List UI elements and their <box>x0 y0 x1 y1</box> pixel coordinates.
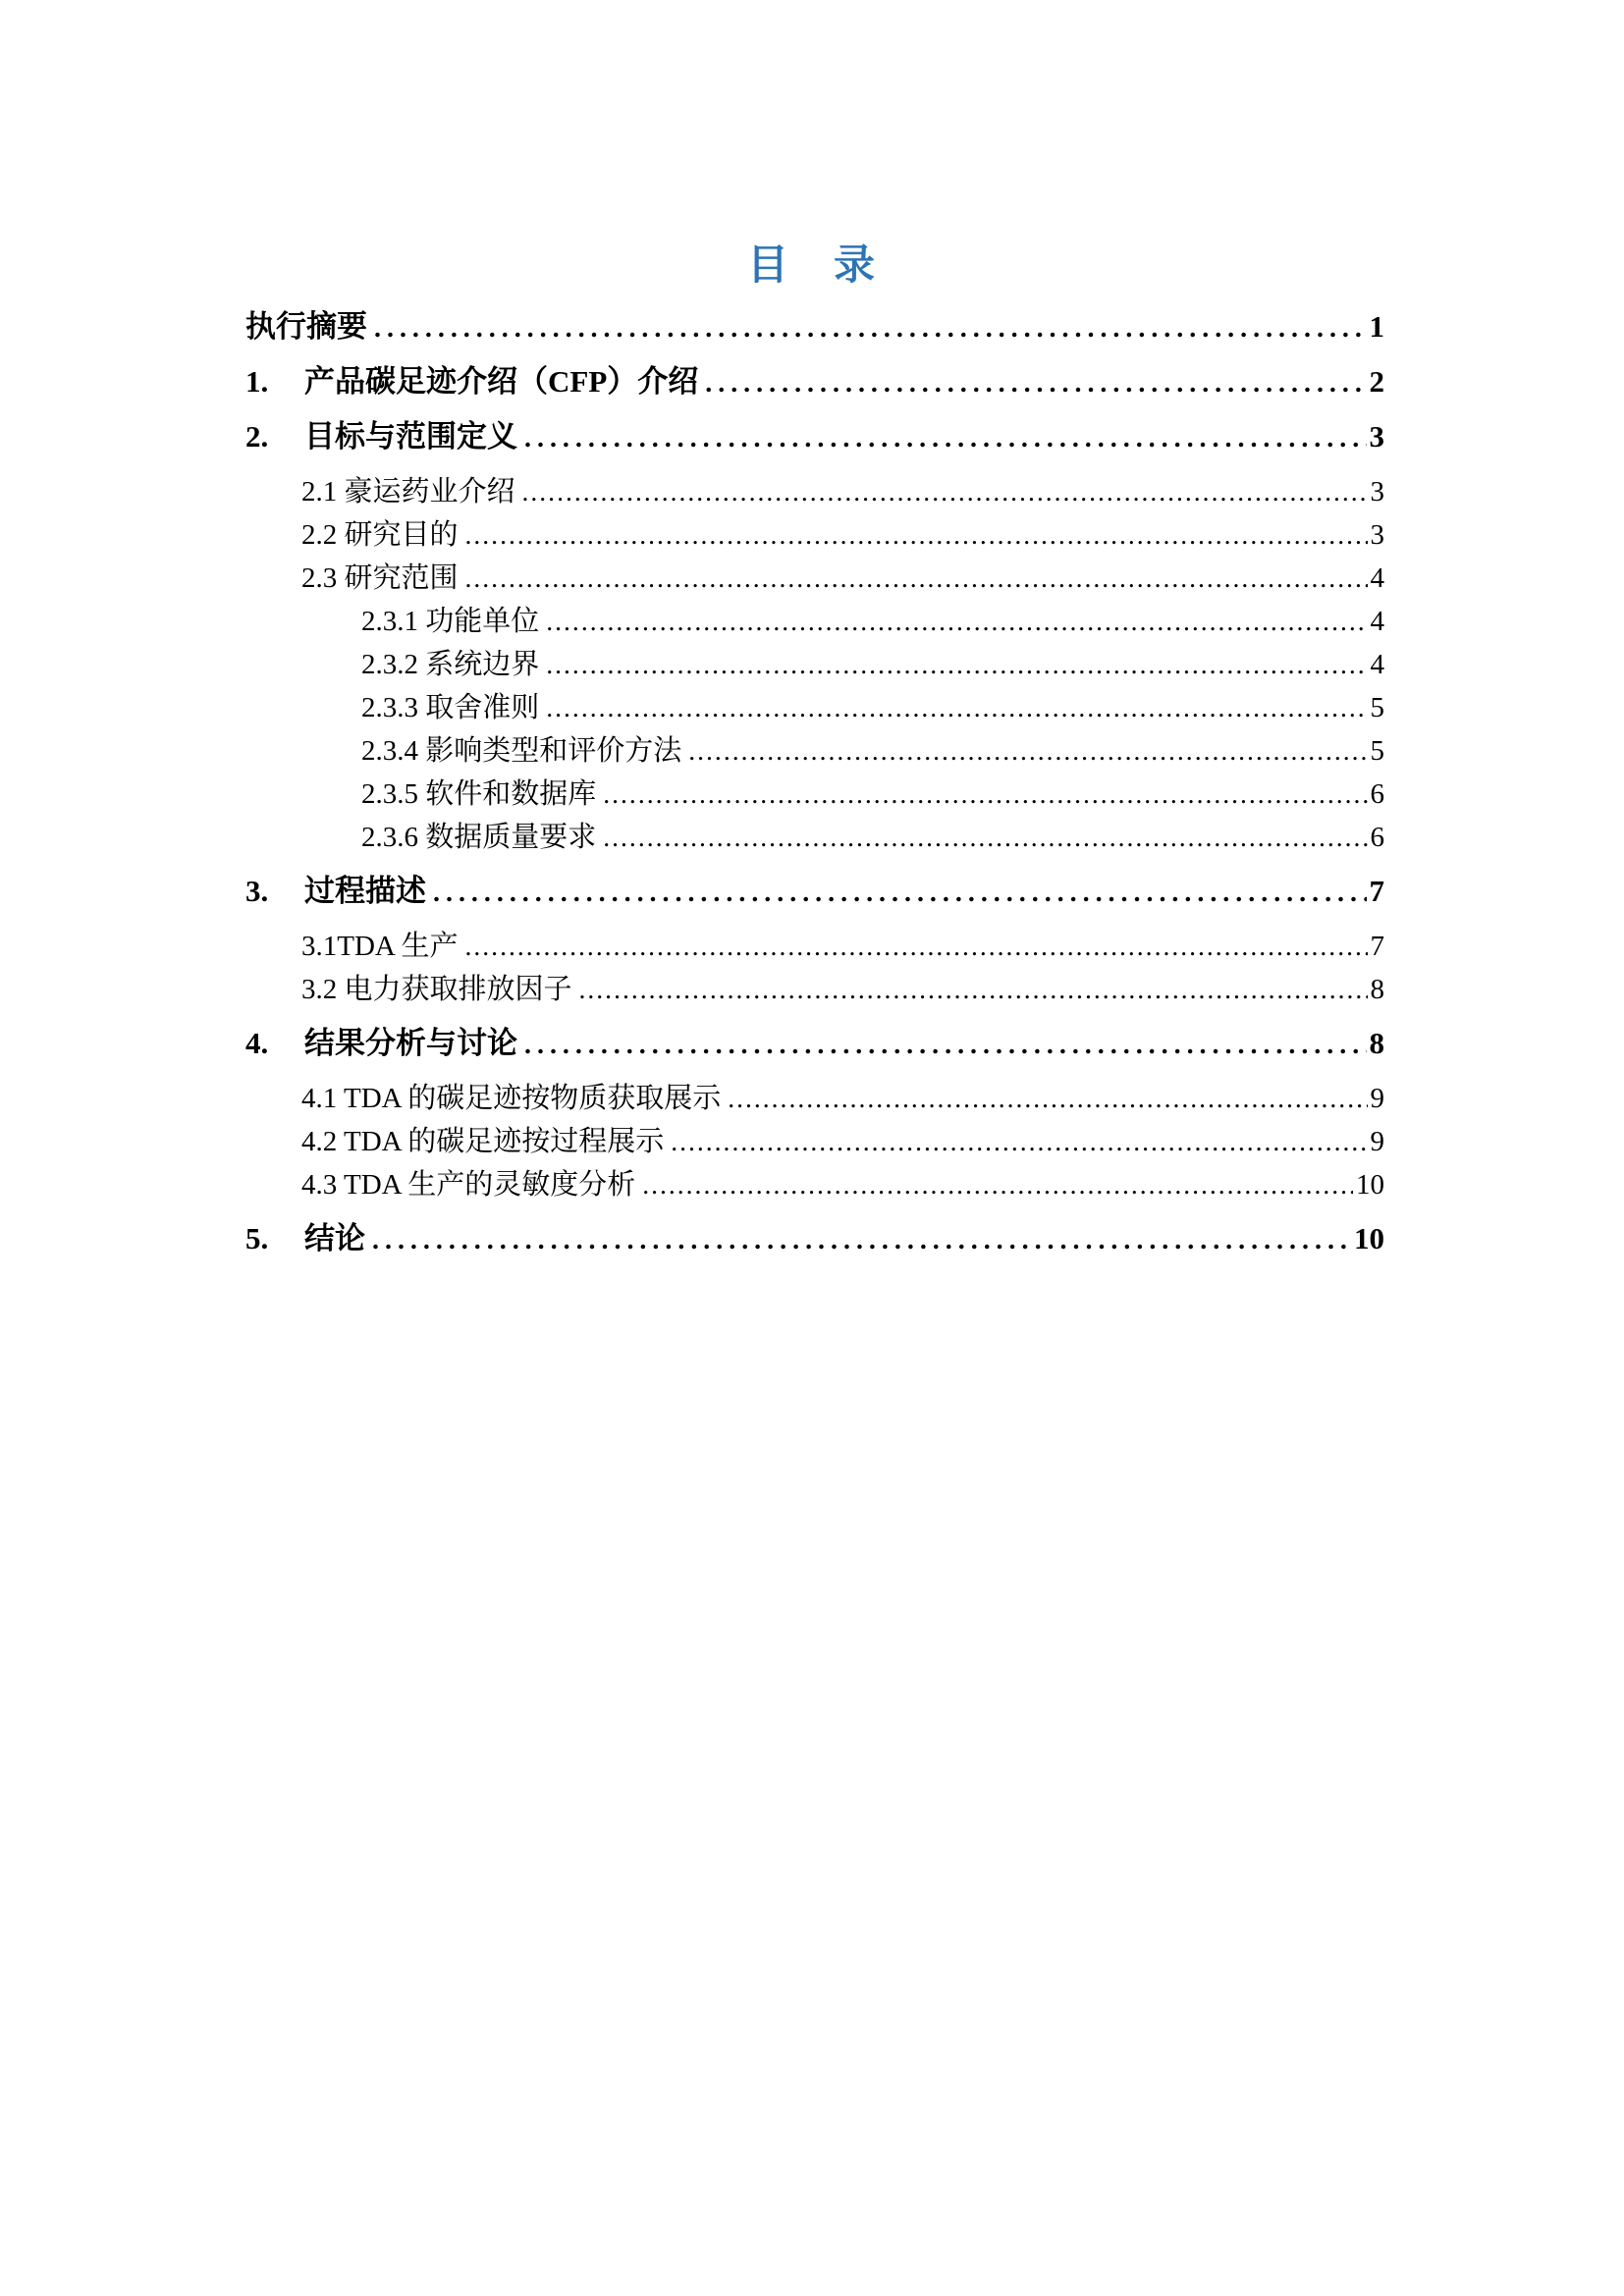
toc-leader-dots <box>374 305 1367 349</box>
toc-entry-page: 4 <box>1370 649 1384 680</box>
toc-entry-page: 6 <box>1370 822 1384 853</box>
toc-entry-page: 3 <box>1370 476 1384 507</box>
toc-entry[interactable] <box>245 470 1384 513</box>
toc-leader-dots <box>524 1022 1367 1066</box>
toc-entry[interactable] <box>245 1077 1384 1120</box>
toc-leader-dots <box>579 968 1368 1011</box>
toc-entry-label: 3.1TDA 生产 <box>301 931 459 962</box>
toc-leader-dots <box>705 360 1366 404</box>
toc-entry-page: 9 <box>1370 1083 1384 1114</box>
toc-entry-label: 结论 <box>304 1221 365 1255</box>
toc-entry[interactable] <box>245 870 1384 914</box>
toc-entry-label: 4.2 TDA 的碳足迹按过程展示 <box>301 1126 665 1157</box>
toc-entry-label: 2.1 豪运药业介绍 <box>301 476 515 507</box>
toc-entry-page: 4 <box>1370 606 1384 637</box>
toc-entry-page: 3 <box>1369 419 1384 454</box>
toc-list <box>0 305 1624 1261</box>
toc-entry[interactable] <box>245 1022 1384 1066</box>
toc-entry-page: 3 <box>1370 519 1384 551</box>
toc-entry-page: 8 <box>1369 1026 1384 1060</box>
toc-entry-label: 2.3 研究范围 <box>301 562 459 594</box>
toc-leader-dots <box>546 600 1367 643</box>
toc-entry-page: 1 <box>1369 309 1384 344</box>
toc-leader-dots <box>546 686 1367 729</box>
toc-entry[interactable] <box>245 816 1384 859</box>
toc-leader-dots <box>546 643 1367 686</box>
toc-leader-dots <box>642 1163 1353 1206</box>
toc-entry-label: 产品碳足迹介绍（CFP）介绍 <box>304 364 699 399</box>
toc-entry-page: 6 <box>1370 778 1384 810</box>
toc-entry[interactable] <box>245 415 1384 459</box>
toc-entry-label: 2.3.1 功能单位 <box>361 606 540 637</box>
toc-leader-dots <box>671 1120 1367 1163</box>
toc-entry-label: 4.3 TDA 生产的灵敏度分析 <box>301 1169 636 1201</box>
toc-entry-page: 9 <box>1370 1126 1384 1157</box>
toc-leader-dots <box>603 773 1367 816</box>
toc-entry-label: 3.2 电力获取排放因子 <box>301 974 572 1005</box>
toc-entry-page: 5 <box>1370 735 1384 767</box>
toc-entry-number: 4. <box>245 1026 269 1060</box>
toc-entry[interactable] <box>245 925 1384 968</box>
toc-entry[interactable] <box>245 360 1384 404</box>
toc-entry-label: 2.3.5 软件和数据库 <box>361 778 597 810</box>
toc-entry[interactable] <box>245 729 1384 773</box>
toc-entry-label: 目标与范围定义 <box>304 419 517 454</box>
toc-entry[interactable] <box>245 643 1384 686</box>
toc-leader-dots <box>688 729 1367 773</box>
toc-entry[interactable] <box>245 1217 1384 1261</box>
toc-entry-label: 执行摘要 <box>245 309 367 344</box>
toc-entry-label: 2.3.6 数据质量要求 <box>361 822 597 853</box>
toc-entry-page: 5 <box>1370 692 1384 723</box>
toc-leader-dots <box>728 1077 1367 1120</box>
toc-leader-dots <box>433 870 1367 914</box>
toc-entry-label: 2.3.2 系统边界 <box>361 649 540 680</box>
toc-leader-dots <box>465 925 1368 968</box>
toc-entry[interactable] <box>245 773 1384 816</box>
toc-leader-dots <box>465 513 1368 557</box>
toc-entry[interactable] <box>245 1120 1384 1163</box>
toc-entry[interactable] <box>245 968 1384 1011</box>
toc-entry-label: 4.1 TDA 的碳足迹按物质获取展示 <box>301 1083 722 1114</box>
toc-entry-label: 2.3.3 取舍准则 <box>361 692 540 723</box>
toc-entry-page: 7 <box>1369 874 1384 908</box>
toc-leader-dots <box>524 415 1367 459</box>
toc-entry-number: 1. <box>245 364 269 399</box>
toc-entry-label: 2.3.4 影响类型和评价方法 <box>361 735 682 767</box>
toc-entry[interactable] <box>245 513 1384 557</box>
toc-entry-number: 5. <box>245 1221 269 1255</box>
toc-entry-page: 2 <box>1369 364 1384 399</box>
toc-leader-dots <box>603 816 1367 859</box>
toc-entry-label: 2.2 研究目的 <box>301 519 459 551</box>
toc-entry-number: 3. <box>245 874 269 908</box>
toc-entry-page: 4 <box>1370 562 1384 594</box>
toc-entry[interactable] <box>245 686 1384 729</box>
toc-entry-label: 过程描述 <box>304 874 426 908</box>
toc-entry-page: 10 <box>1356 1169 1384 1201</box>
toc-leader-dots <box>372 1217 1351 1261</box>
toc-entry-number: 2. <box>245 419 269 454</box>
toc-entry[interactable] <box>245 1163 1384 1206</box>
toc-leader-dots <box>522 470 1368 513</box>
toc-title: 目 录 <box>746 243 877 289</box>
toc-entry[interactable] <box>245 557 1384 600</box>
toc-entry-page: 8 <box>1370 974 1384 1005</box>
toc-entry-label: 结果分析与讨论 <box>304 1026 517 1060</box>
toc-entry-page: 7 <box>1370 931 1384 962</box>
toc-entry-page: 10 <box>1354 1221 1384 1255</box>
toc-entry[interactable] <box>245 305 1384 349</box>
toc-leader-dots <box>465 557 1368 600</box>
toc-entry[interactable] <box>245 600 1384 643</box>
